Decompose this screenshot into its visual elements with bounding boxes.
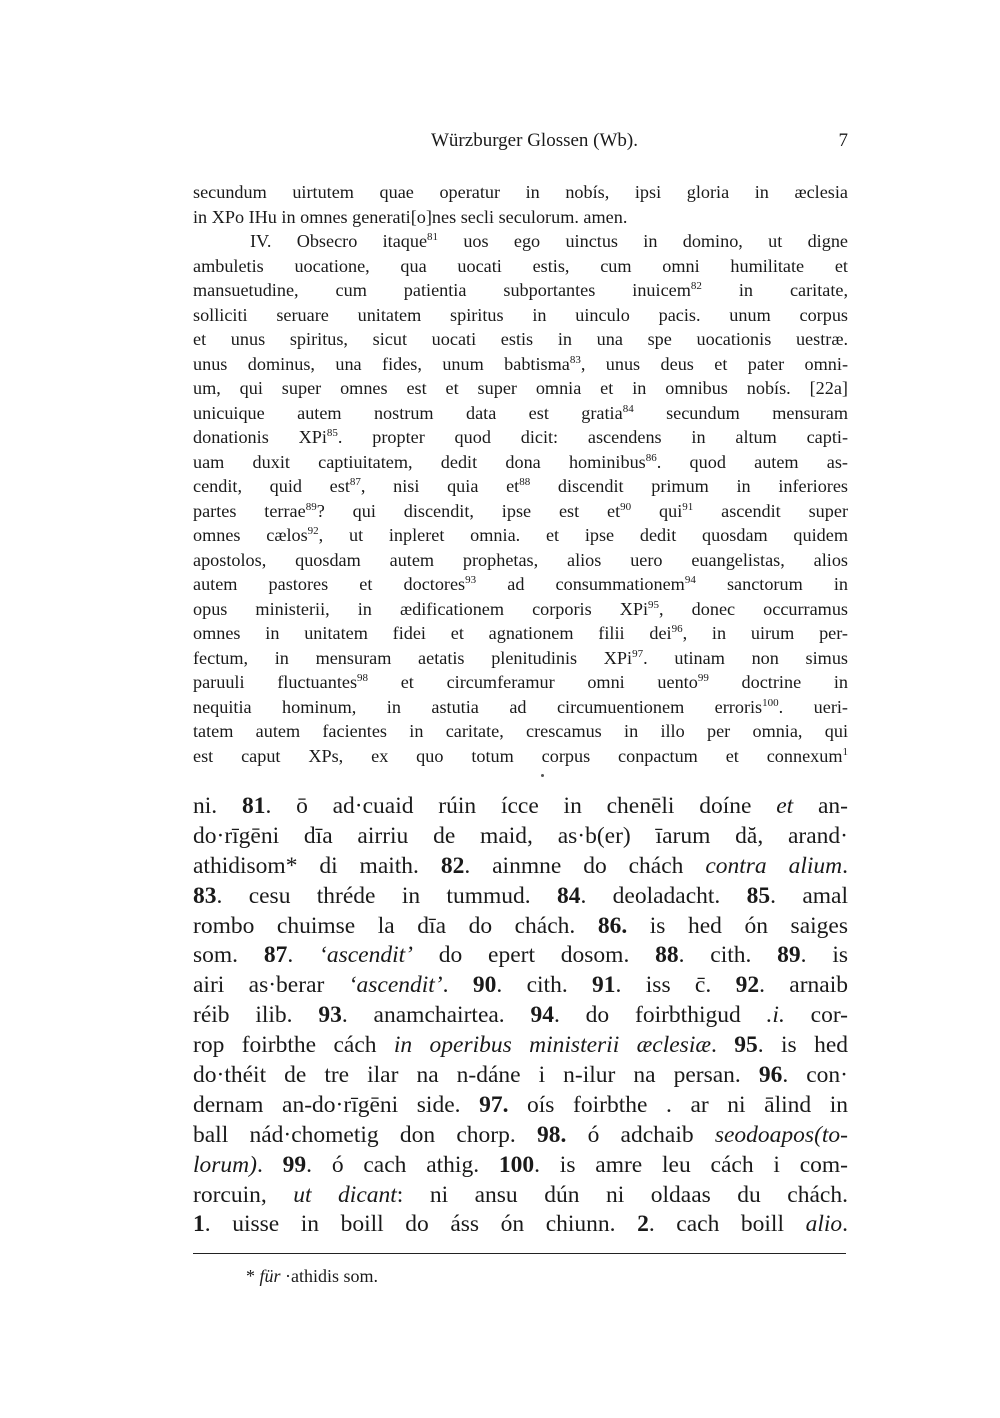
text-run: rorcuin,: [193, 1181, 294, 1208]
text-run: .: [711, 1032, 735, 1059]
text-run: doctrine in: [708, 672, 848, 692]
gloss-text-block: [193, 792, 848, 1240]
text-run: , unus deus et pater omni-: [580, 353, 848, 374]
text-run: solliciti seruare unitatem spiritus in uinculo pacis. unum corpus: [193, 304, 848, 325]
gloss-line: [193, 1091, 848, 1121]
text-run: ó adchaib: [566, 1121, 715, 1148]
text-run: . utinam non simus: [643, 647, 849, 668]
text-run: oís foirbthe . ar ni ālind in: [508, 1091, 848, 1118]
gloss-number: 96: [758, 1062, 783, 1089]
text-run: . ō ad·cuaid rúin ícce in chenēli doíne: [265, 793, 777, 819]
gloss-number: 100: [498, 1151, 535, 1178]
gloss-number: 98.: [536, 1121, 567, 1148]
footnote-reference: 81: [427, 231, 439, 243]
gloss-number: 84: [556, 882, 581, 909]
footnote-reference: 94: [684, 574, 696, 586]
footnote-reference: 88: [519, 476, 531, 488]
footnote-mark: *: [246, 1266, 260, 1286]
footnote-reference: 98: [357, 672, 369, 684]
footnote-text: ·athidis som.: [280, 1266, 379, 1286]
footnote-reference: 87: [349, 476, 361, 488]
latin-line: [193, 180, 848, 205]
gloss-number: 2: [637, 1211, 649, 1238]
latin-line: [193, 499, 848, 524]
text-run: . uisse in boill do áss ón chiunn.: [204, 1211, 638, 1238]
text-run: ‘ascendit’: [348, 972, 443, 999]
text-run: opus ministerii, in ædificationem corporis XPi: [193, 598, 649, 619]
footnote-reference: 84: [622, 402, 634, 415]
text-run: . amal: [770, 882, 849, 909]
text-run: ? qui discendit, ipse est et: [316, 500, 621, 521]
footnote-reference: 90: [620, 500, 632, 513]
gloss-number: 91: [592, 972, 616, 999]
footnote-reference: 85: [326, 427, 338, 439]
text-run: .: [842, 1211, 848, 1238]
text-run: paruuli fluctuantes: [193, 672, 358, 692]
gloss-number: 95: [734, 1032, 758, 1059]
text-run: . ainmne do chách: [464, 852, 706, 879]
text-run: . anamchairtea.: [341, 1002, 531, 1029]
gloss-number: 82: [440, 852, 465, 879]
text-run: : ni ansu dún ni oldaas du chách.: [396, 1181, 848, 1208]
text-run: . do foirbthigud: [554, 1002, 767, 1029]
text-run: ut dicant: [293, 1181, 397, 1208]
text-run: . cith.: [496, 972, 593, 999]
gloss-line: [193, 792, 848, 822]
text-run: in caritate,: [701, 280, 849, 300]
text-run: cor-: [784, 1002, 848, 1029]
text-run: in operibus ministerii æclesiæ: [393, 1032, 712, 1059]
text-run: ‘ascendit’: [319, 942, 413, 969]
text-run: secundum uirtutem quae operatur in nobís, ipsi gloria in æclesia: [193, 182, 848, 202]
latin-text-block: [193, 180, 848, 768]
gloss-number: 81: [241, 793, 266, 819]
latin-line: [193, 450, 848, 475]
text-run: apostolos, quosdam autem prophetas, alios uero euangelistas, alios: [193, 549, 848, 570]
latin-line: [193, 548, 848, 573]
footnote-reference: 96: [671, 623, 683, 635]
text-run: . is amre leu cách i com-: [534, 1151, 848, 1178]
text-run: . cith.: [678, 942, 778, 969]
footnote-reference: 83: [569, 353, 581, 366]
text-run: unicuique autem nostrum data est gratia: [193, 402, 623, 423]
gloss-line: [193, 941, 848, 971]
latin-line: [193, 401, 848, 426]
latin-line: [193, 376, 848, 401]
footnote-reference: 100: [762, 696, 779, 709]
text-run: som.: [193, 942, 264, 969]
text-run: is hed ón saiges: [627, 912, 848, 939]
gloss-line: [193, 1061, 848, 1091]
gloss-number: 90: [472, 972, 497, 999]
gloss-number: 87: [263, 942, 288, 969]
latin-line: [193, 425, 848, 450]
gloss-number: 1: [193, 1211, 205, 1238]
text-run: fectum, in mensuram aetatis plenitudinis XPi: [193, 647, 633, 668]
latin-line: [193, 621, 848, 646]
latin-line: [193, 229, 848, 254]
gloss-line: [193, 912, 848, 942]
latin-line: [193, 523, 848, 548]
text-run: . cesu thréde in tummud.: [216, 882, 557, 909]
latin-line: [193, 474, 848, 499]
text-run: IV. Obsecro itaque: [250, 231, 428, 251]
text-run: est caput XPs, ex quo totum corpus conpactum et connexum: [193, 745, 843, 766]
text-run: . propter quod dicit: ascendens in altum capti-: [337, 427, 848, 447]
text-run: et unus spiritus, sicut uocati estis in una spe uocationis uestræ.: [193, 329, 848, 349]
text-run: .: [842, 852, 848, 879]
text-run: cendit, quid est: [193, 476, 350, 496]
footnote-reference: 93: [465, 574, 477, 586]
gloss-line: [193, 1181, 848, 1211]
text-run: .: [287, 942, 319, 969]
gloss-line: [193, 882, 848, 912]
latin-line: [193, 572, 848, 597]
footnote-reference: 86: [645, 451, 657, 464]
gloss-number: 93: [318, 1002, 342, 1029]
text-run: rombo chuimse la dīa do chách.: [193, 912, 598, 939]
footnote-reference: 1: [842, 745, 848, 758]
text-run: an-: [793, 793, 848, 819]
footnote-reference: 97: [632, 647, 644, 660]
text-run: athidisom* di maith.: [193, 852, 441, 879]
text-run: , ut inpleret omnia. et ipse dedit quosdam quidem: [318, 525, 848, 545]
latin-line: [193, 719, 848, 744]
text-run: um, qui super omnes est et super omnia et in omnibus nobís. [22a]: [193, 378, 848, 398]
gloss-number: 92: [735, 972, 760, 999]
latin-line: [193, 254, 848, 279]
gloss-number: 83: [193, 882, 217, 909]
text-run: nequitia hominum, in astutia ad circumuentionem erroris: [193, 696, 763, 717]
footnote-label: für: [259, 1266, 281, 1286]
latin-line: [193, 695, 848, 720]
text-run: sanctorum in: [695, 574, 848, 594]
text-run: unus dominus, una fides, unum babtisma: [193, 353, 570, 374]
gloss-line: [193, 822, 848, 852]
text-run: autem pastores et doctores: [193, 574, 466, 594]
text-run: do epert dosom.: [412, 942, 656, 969]
gloss-number: 99: [282, 1151, 307, 1178]
text-run: secundum mensuram: [633, 402, 848, 423]
latin-line: [193, 744, 848, 769]
text-run: do·théit de tre ilar na n-dáne i n-ilur na persan.: [193, 1062, 759, 1089]
text-run: ad consummationem: [476, 574, 685, 594]
header-title: Würzburger Glossen (Wb).: [431, 130, 638, 151]
text-run: lorum): [193, 1151, 257, 1178]
text-run: , in uirum per-: [682, 623, 848, 643]
text-run: . cach boill: [648, 1211, 806, 1238]
latin-line: [193, 205, 848, 230]
latin-line: [193, 303, 848, 328]
text-run: . con·: [782, 1062, 848, 1089]
separator-dot: [541, 774, 544, 777]
text-run: . is: [800, 942, 849, 969]
latin-line: [193, 670, 848, 695]
latin-line: [193, 597, 848, 622]
footnote-reference: 92: [307, 525, 319, 537]
text-run: . arnaib: [759, 972, 849, 999]
footnote: [246, 1266, 378, 1287]
text-run: réib ilib.: [193, 1002, 319, 1029]
gloss-number: 86.: [597, 912, 628, 939]
text-run: ambuletis uocatione, qua uocati estis, cum omni humilitate et: [193, 255, 848, 276]
latin-line: [193, 327, 848, 352]
text-run: ball nád·chometig don chorp.: [193, 1121, 537, 1148]
text-run: . deoladacht.: [580, 882, 747, 909]
text-run: discendit primum in inferiores: [530, 476, 849, 496]
text-run: do·rīgēni dīa airriu de maid, as·b(er) īarum dă, arand·: [193, 822, 848, 849]
running-header: [193, 130, 848, 156]
page-number: 7: [838, 130, 848, 151]
footnote-rule: [193, 1253, 846, 1254]
text-run: ascendit super: [693, 500, 848, 521]
gloss-line: [193, 1001, 848, 1031]
gloss-number: 94: [530, 1002, 554, 1029]
latin-line: [193, 646, 848, 671]
gloss-number: 89: [777, 942, 801, 969]
text-run: omnes cælos: [193, 525, 308, 545]
text-run: in XPo IHu in omnes generati[o]nes secli seculorum. amen.: [193, 206, 628, 227]
latin-line: [193, 352, 848, 377]
text-run: et circumferamur omni uento: [368, 672, 698, 692]
latin-line: [193, 278, 848, 303]
footnote-reference: 89: [305, 500, 317, 513]
text-run: . is hed: [757, 1032, 849, 1059]
text-run: seodoapos(to-: [714, 1121, 848, 1148]
gloss-number: 85: [746, 882, 771, 909]
text-run: , nisi quia et: [360, 476, 520, 496]
text-run: alio: [805, 1211, 843, 1238]
text-run: . iss c̄.: [615, 972, 736, 999]
footnote-reference: 91: [682, 500, 694, 513]
text-run: airi as·berar: [193, 972, 349, 999]
footnote-reference: 99: [697, 672, 709, 684]
text-run: ni.: [193, 793, 242, 819]
text-run: qui: [631, 500, 683, 521]
gloss-line: [193, 1210, 848, 1240]
gloss-number: 88: [655, 942, 679, 969]
gloss-line: [193, 852, 848, 882]
text-run: contra alium: [705, 852, 843, 879]
text-run: . quod autem as-: [656, 451, 848, 472]
footnote-reference: 82: [690, 280, 702, 292]
text-run: tatem autem facientes in caritate, crescamus in illo per omnia, qui: [193, 721, 848, 741]
gloss-line: [193, 1121, 848, 1151]
text-run: . ó cach athig.: [306, 1151, 499, 1178]
text-run: uam duxit captiuitatem, dedit dona hominibus: [193, 451, 646, 472]
gloss-line: [193, 1151, 848, 1181]
text-run: .: [256, 1151, 283, 1178]
footnote-reference: 95: [648, 598, 660, 611]
text-run: .: [442, 972, 473, 999]
text-run: omnes in unitatem fidei et agnationem filii dei: [193, 623, 672, 643]
text-run: , donec occurramus: [659, 598, 848, 619]
gloss-line: [193, 1031, 848, 1061]
text-run: partes terrae: [193, 500, 306, 521]
text-run: et: [776, 793, 794, 819]
text-run: uos ego uinctus in domino, ut digne: [438, 231, 848, 251]
gloss-number: 97.: [479, 1091, 509, 1118]
text-run: . ueri-: [778, 696, 848, 717]
text-run: rop foirbthe cách: [193, 1032, 394, 1059]
text-run: dernam an-do·rīgēni side.: [193, 1091, 480, 1118]
text-run: .i.: [766, 1002, 785, 1029]
gloss-line: [193, 971, 848, 1001]
text-run: donationis XPi: [193, 427, 327, 447]
text-run: mansuetudine, cum patientia subportantes inuicem: [193, 280, 691, 300]
